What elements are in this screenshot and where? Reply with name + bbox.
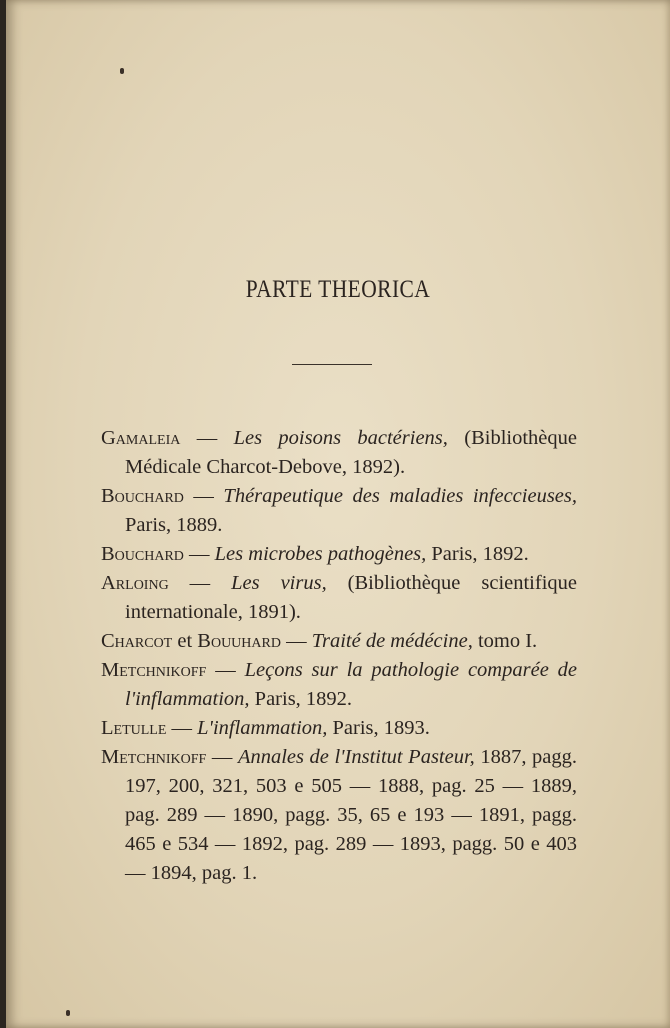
entry-conjunction: et	[172, 630, 198, 652]
bibliography-entry	[101, 627, 577, 656]
entry-author: Letulle	[101, 717, 167, 739]
entry-author: Metchnikoff	[101, 659, 207, 681]
bibliography-entry	[101, 482, 577, 540]
entry-details: Paris, 1892.	[426, 543, 529, 565]
entry-separator: —	[206, 659, 245, 681]
bibliography	[101, 424, 577, 888]
entry-author: Arloing	[101, 572, 169, 594]
entry-author: Bouchard	[101, 543, 184, 565]
entry-details: (Bibliothèque scientifique internationale, 1891).	[125, 572, 577, 623]
entry-author-second: Bouuhard	[197, 630, 281, 652]
entry-separator: —	[183, 543, 215, 565]
paper-speck	[66, 1010, 70, 1016]
entry-details: Paris, 1889.	[125, 514, 223, 536]
entry-author: Metchnikoff	[101, 746, 207, 768]
page-title: PARTE THEORICA	[245, 276, 431, 303]
entry-separator: —	[166, 717, 198, 739]
entry-separator: —	[183, 485, 224, 507]
bibliography-entry	[101, 540, 577, 569]
bibliography-entry	[101, 424, 577, 482]
entry-author: Charcot	[101, 630, 173, 652]
entry-details: 1887, pagg. 197, 200, 321, 503 e 505 — 1888, pag. 25 — 1889, pag. 289 — 1890, pagg. 35, 65 e 193 — 1891, pagg. 465 e 534 — 1892, pag. 289 — 1893, pagg. 50 e 403 — 1894, pag. 1.	[125, 746, 578, 884]
entry-work: Annales de l'Institut Pasteur,	[237, 746, 475, 768]
entry-work: Thérapeutique des maladies infeccieuses,	[223, 485, 578, 507]
entry-details: (Bibliothèque Médicale Charcot-Debove, 1892).	[125, 427, 578, 478]
entry-details: tomo I.	[472, 630, 538, 652]
entry-separator: —	[168, 572, 232, 594]
entry-work: Les microbes pathogènes,	[214, 543, 427, 565]
entry-work: Les poisons bactériens,	[233, 427, 448, 449]
paper-speck	[120, 68, 124, 74]
bibliography-entry	[101, 656, 577, 714]
entry-separator: —	[180, 427, 234, 449]
title-rule	[292, 364, 372, 365]
entry-author: Gamaleia	[101, 427, 181, 449]
entry-details: Paris, 1892.	[249, 688, 353, 710]
entry-author: Bouchard	[101, 485, 184, 507]
bibliography-entry	[101, 743, 577, 888]
bibliography-entry	[101, 714, 577, 743]
bibliography-entry	[101, 569, 577, 627]
entry-separator: —	[280, 630, 312, 652]
book-page	[6, 0, 670, 1028]
entry-work: Leçons sur la pathologie comparée de l'inflammation,	[125, 659, 578, 710]
entry-details: Paris, 1893.	[327, 717, 430, 739]
entry-separator: —	[206, 746, 238, 768]
entry-work: Traité de médécine,	[311, 630, 473, 652]
entry-work: L'inflammation,	[197, 717, 328, 739]
entry-work: Les virus,	[231, 572, 327, 594]
